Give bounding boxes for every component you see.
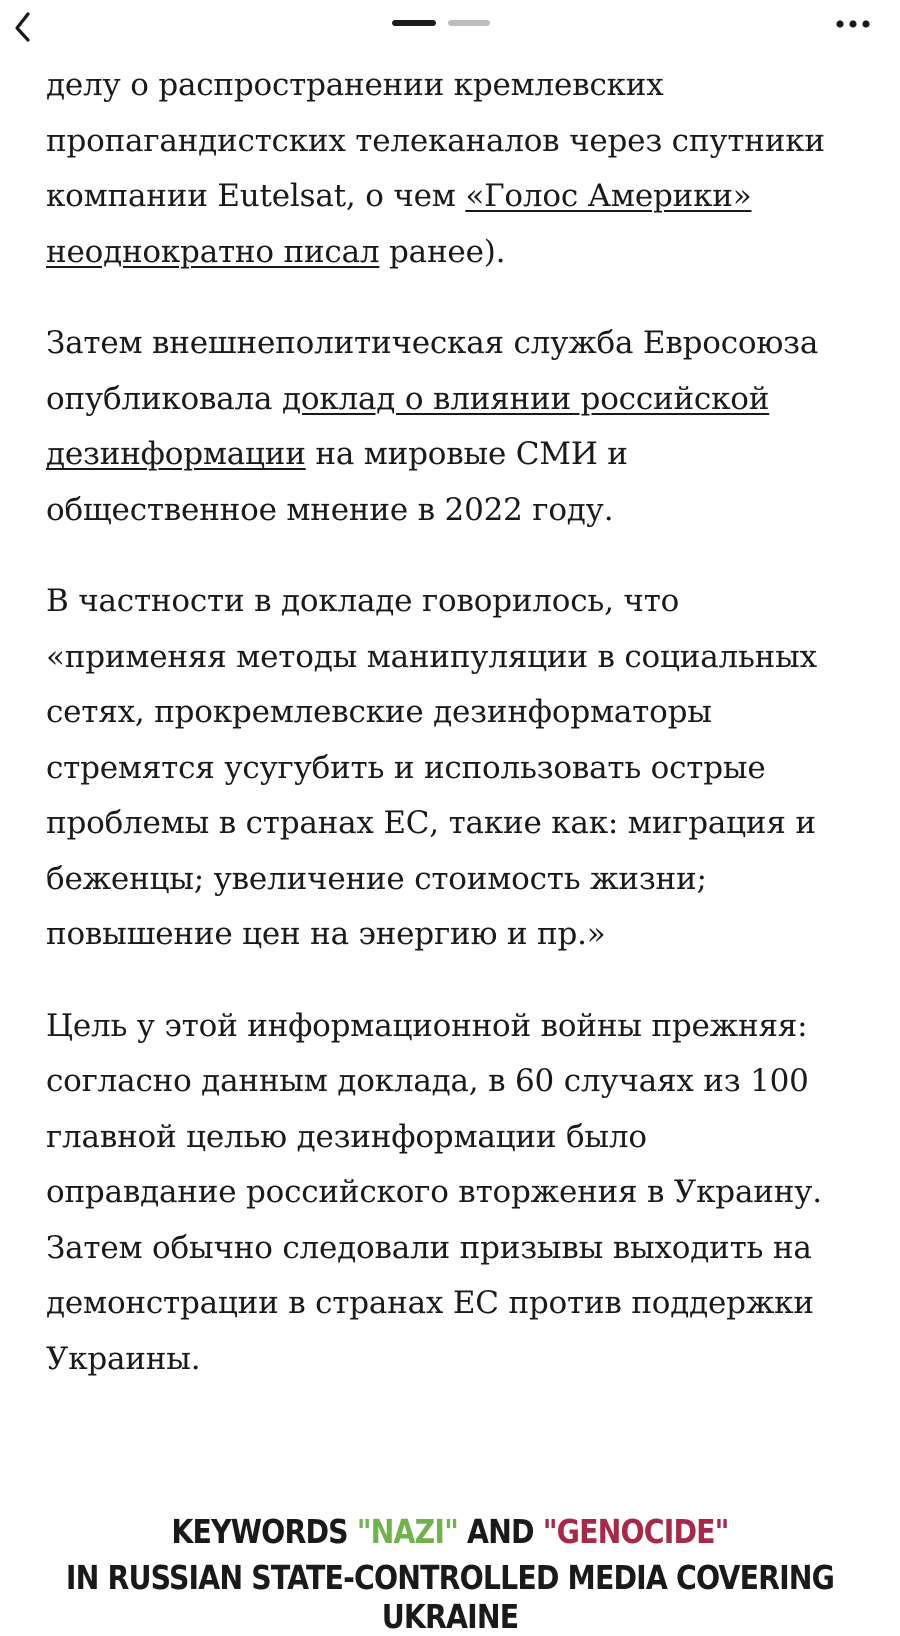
infographic-title (63, 1512, 837, 1551)
page-indicator-active (392, 20, 436, 26)
paragraph (46, 58, 846, 280)
chevron-left-icon (8, 6, 38, 42)
ellipsis-icon (834, 12, 874, 36)
infographic-subtitle: IN RUSSIAN STATE-CONTROLLED MEDIA COVERING UKRAINE (65, 1558, 835, 1636)
paragraph-text: делу о распространении кремлевских пропагандистских телеканалов через спутники компании Eutelsat, о чем (46, 67, 825, 214)
paragraph: В частности в докладе говорилось, что «применяя методы манипуляции в социальных сетях, прокремлевские дезинформаторы стремятся усугубить и использовать острые проблемы в странах ЕС, такие как: миграция и беженцы; увеличение стоимость жизни; повышение цен на энергию и пр.» (46, 583, 817, 952)
infographic-title-text: AND (458, 1512, 543, 1551)
keyword-genocide: "GENOCIDE" (542, 1512, 729, 1551)
paragraph-text: на мировые СМИ и общественное мнение в 2022 году. (46, 436, 628, 528)
page-indicator-inactive[interactable] (448, 20, 490, 26)
paragraph: Цель у этой информационной войны прежняя: согласно данным доклада, в 60 случаях из 100 главной целью дезинформации было оправдание российского вторжения в Украину. Затем обычно следовали призывы выходить на демонстрации в странах ЕС против поддержки Украины. (46, 1007, 822, 1377)
page-indicator (390, 20, 500, 28)
paragraph-text: ранее). (379, 233, 506, 270)
article-body (46, 58, 846, 1423)
more-options-button[interactable] (834, 12, 874, 36)
back-button[interactable] (8, 6, 38, 42)
infographic-title-text: KEYWORDS (171, 1512, 357, 1551)
infographic-image[interactable] (0, 1508, 900, 1636)
paragraph-text: Затем внешнеполитическая служба Евросоюза опубликовала (46, 325, 819, 417)
report-link[interactable]: доклад о влиянии российской дезинформации (46, 380, 770, 472)
keyword-nazi: "NAZI" (356, 1512, 459, 1551)
voa-link[interactable]: «Голос Америки» неоднократно писал (46, 178, 752, 270)
paragraph (46, 316, 846, 538)
top-bar (0, 0, 900, 52)
